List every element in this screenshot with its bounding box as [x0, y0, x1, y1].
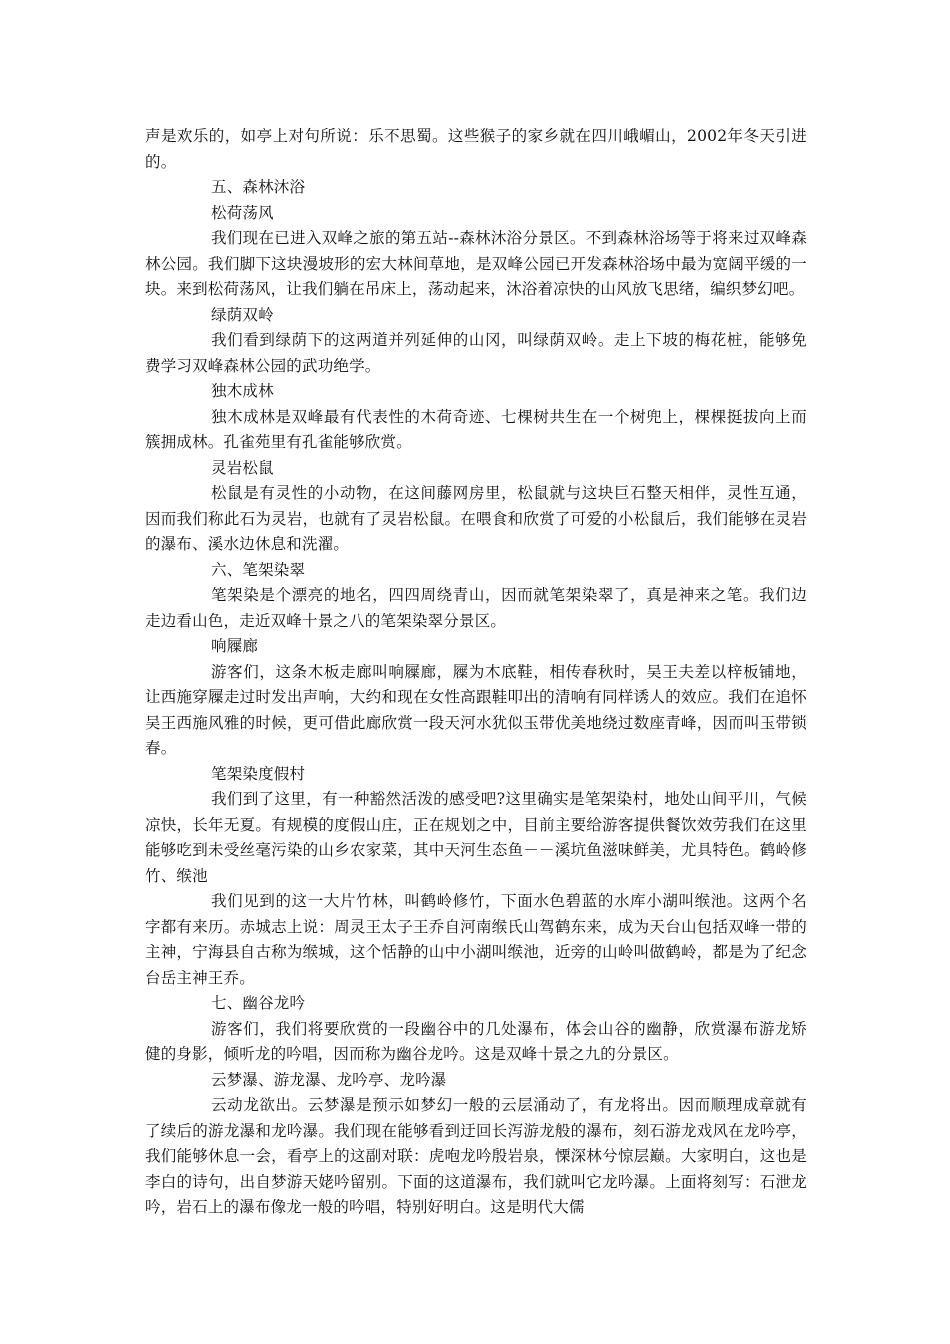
paragraph: 松鼠是有灵性的小动物，在这间藤网房里，松鼠就与这块巨石整天相伴，灵性互通，因而我们称此石为灵岩，也就有了灵岩松鼠。在喂食和欣赏了可爱的小松鼠后，我们能够在灵岩的瀑布、溪水边休息和洗濯。 [145, 484, 807, 553]
subheading-bijia-resort: 笔架染度假村 [211, 764, 306, 783]
section-heading-forest-bath: 五、森林沐浴 [211, 178, 306, 196]
paragraph: 笔架染是个漂亮的地名，四四周绕青山，因而就笔架染翠了，真是神来之笔。我们边走边看山色，走近双峰十景之八的笔架染翠分景区。 [145, 586, 807, 630]
paragraph: 我们看到绿荫下的这两道并列延伸的山冈，叫绿荫双岭。走上下坡的梅花桩，能够免费学习双峰森林公园的武功绝学。 [145, 331, 807, 375]
subheading-lvyin-shuangling: 绿荫双岭 [211, 305, 274, 324]
paragraph: 云动龙欲出。云梦瀑是预示如梦幻一般的云层涌动了，有龙将出。因而顺理成章就有了续后的游龙瀑和龙吟瀑。我们现在能够看到迂回长泻游龙般的瀑布，刻石游龙戏风在龙吟亭，我们能够休息一会，看亭上的这副对联：虎咆龙吟殷岩泉，慄深林兮惊层巅。大家明白，这也是李白的诗句，出自梦游天姥吟留别。下面的这道瀑布，我们就叫它龙吟瀑。上面将刻写：石泄龙吟，岩石上的瀑布像龙一般的吟唱，特别好明白。这是明代大儒 [145, 1096, 807, 1216]
paragraph-continued: 声是欢乐的，如亭上对句所说：乐不思蜀。这些猴子的家乡就在四川峨嵋山，2002年冬天引进的。 [145, 127, 807, 171]
paragraph: 我们到了这里，有一种豁然活泼的感受吧?这里确实是笔架染村，地处山间平川，气候凉快，长年无夏。有规模的度假山庄，正在规划之中，目前主要给游客提供餐饮效劳我们在这里能够吃到未受丝毫污染的山乡农家菜，其中天河生态鱼－－溪坑鱼滋味鲜美，尤具特色。鹤岭修竹、缑池 [145, 790, 807, 885]
subheading-songhe-dangfeng: 松荷荡风 [211, 203, 274, 222]
subheading-lingyan-songshu: 灵岩松鼠 [211, 458, 274, 477]
section-heading-bijia-rancui: 六、笔架染翠 [211, 560, 306, 579]
paragraph: 游客们，我们将要欣赏的一段幽谷中的几处瀑布，体会山谷的幽静，欣赏瀑布游龙矫健的身影，倾听龙的吟唱，因而称为幽谷龙吟。这是双峰十景之九的分景区。 [145, 1019, 807, 1063]
subheading-xiangxie-lang: 响屧廊 [211, 637, 259, 655]
section-heading-yougu-longyin: 七、幽谷龙吟 [211, 994, 306, 1012]
subheading-dumu-chenglin: 独木成林 [211, 382, 274, 400]
paragraph: 我们现在已进入双峰之旅的第五站--森林沐浴分景区。不到森林浴场等于将来过双峰森林公园。我们脚下这块漫坡形的宏大林间草地，是双峰公园已开发森林浴场中最为宽阔平缓的一块。来到松荷荡风，让我们躺在吊床上，荡动起来，沐浴着凉快的山风放飞思绪，编织梦幻吧。 [145, 229, 807, 298]
paragraph: 独木成林是双峰最有代表性的木荷奇迹、七棵树共生在一个树兜上，棵棵挺拔向上而簇拥成林。孔雀苑里有孔雀能够欣赏。 [145, 407, 807, 451]
paragraph: 我们见到的这一大片竹林，叫鹤岭修竹，下面水色碧蓝的水库小湖叫缑池。这两个名字都有来历。赤城志上说：周灵王太子王乔自河南缑氏山驾鹤东来，成为天台山包括双峰一带的主神，宁海县自古称为缑城，这个恬静的山中小湖叫缑池，近旁的山岭叫做鹤岭，都是为了纪念台岳主神王乔。 [145, 892, 807, 987]
paragraph: 游客们，这条木板走廊叫响屧廊，屧为木底鞋，相传春秋时，吴王夫差以梓板铺地，让西施穿屧走过时发出声响，大约和现在女性高跟鞋叩出的清响有同样诱人的效应。我们在追怀吴王西施风雅的时候，更可借此廊欣赏一段天河水犹似玉带优美地绕过数座青峰，因而叫玉带锁春。 [145, 662, 807, 757]
document-page [145, 124, 807, 1221]
subheading-waterfalls: 云梦瀑、游龙瀑、龙吟亭、龙吟瀑 [211, 1070, 447, 1089]
